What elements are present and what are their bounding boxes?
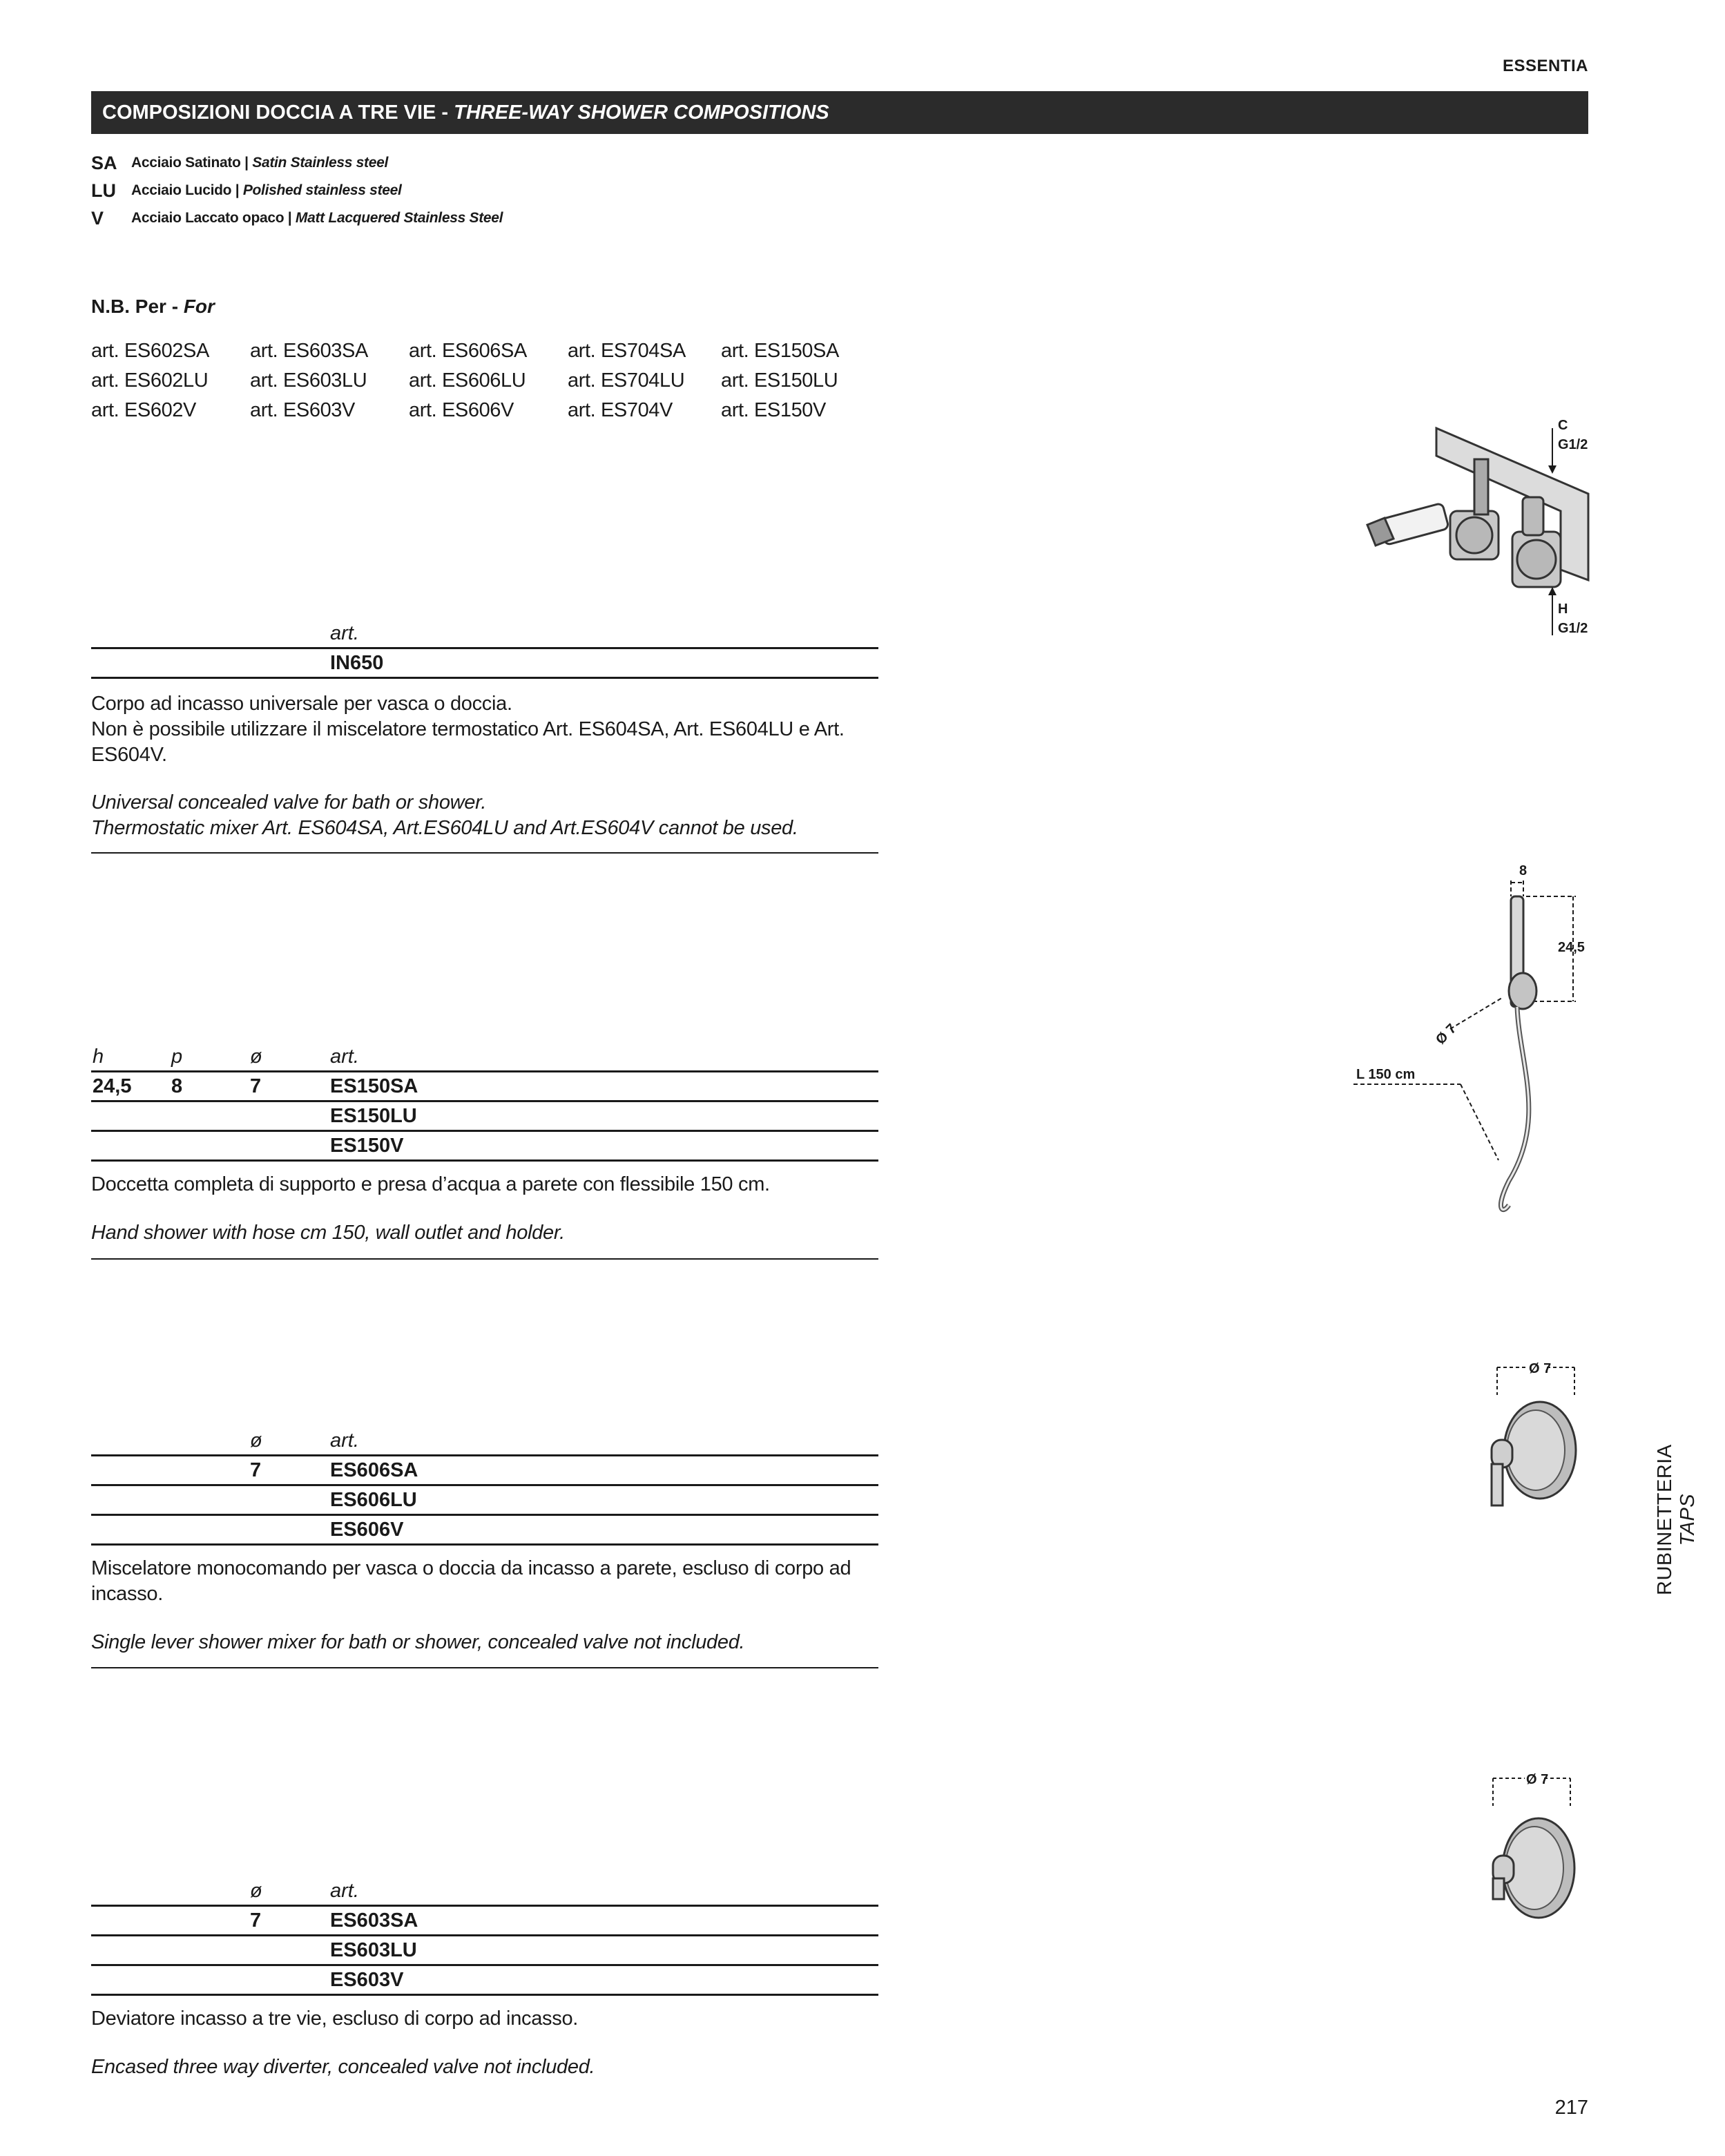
category-en: TAPS — [1677, 1493, 1699, 1546]
description-it: Miscelatore monocomando per vasca o doccia da incasso a parete, escluso di corpo ad incasso. — [91, 1557, 851, 1605]
article-ref: art. ES602LU — [91, 369, 209, 392]
finish-desc: Acciaio Satinato | Satin Stainless steel — [131, 155, 389, 171]
description-en: Encased three way diverter, concealed valve not included. — [91, 2056, 595, 2078]
hot-label: H — [1558, 601, 1568, 617]
diverter-drawing — [1464, 1764, 1602, 1930]
product-table-es603 — [91, 1877, 878, 1996]
table-row — [91, 649, 878, 679]
value-p: 8 — [171, 1075, 183, 1097]
cold-label: C — [1558, 418, 1568, 433]
article-ref: art. ES704SA — [568, 340, 686, 362]
hand-shower-drawing — [1353, 856, 1602, 1222]
mixer-drawing — [1464, 1354, 1602, 1540]
section-title-en: THREE-WAY SHOWER COMPOSITIONS — [454, 102, 829, 124]
article-ref: art. ES606V — [409, 399, 514, 421]
header-art: art. — [330, 1430, 359, 1452]
header-p: p — [171, 1046, 183, 1068]
article-code: ES603LU — [330, 1939, 417, 1961]
table-header — [91, 619, 878, 649]
article-column — [409, 336, 527, 425]
table-row — [91, 1072, 878, 1102]
article-code: ES150SA — [330, 1075, 418, 1097]
article-code: ES606V — [330, 1519, 404, 1541]
value-diameter: 7 — [250, 1909, 262, 1932]
article-ref: art. ES606SA — [409, 340, 527, 362]
product-description — [91, 1172, 878, 1246]
article-code: ES606SA — [330, 1459, 418, 1481]
article-ref: art. ES606LU — [409, 369, 526, 392]
product-description — [91, 691, 878, 841]
article-column — [568, 336, 686, 425]
divider — [91, 1667, 878, 1668]
table-row — [91, 1132, 878, 1162]
product-table-in650 — [91, 619, 878, 679]
note-label: N.B. Per - For — [91, 296, 215, 317]
side-category-label — [1654, 1444, 1699, 1595]
article-code: ES603SA — [330, 1909, 418, 1932]
concealed-valve-drawing — [1353, 407, 1616, 649]
article-column — [721, 336, 839, 425]
article-code: IN650 — [330, 652, 384, 674]
hose-length: L 150 cm — [1356, 1067, 1416, 1082]
category-it: RUBINETTERIA — [1654, 1444, 1676, 1595]
table-row — [91, 1516, 878, 1546]
section-title-bar — [91, 91, 1588, 134]
finish-desc: Acciaio Laccato opaco | Matt Lacquered Stainless Steel — [131, 210, 503, 226]
value-diameter: 7 — [250, 1075, 262, 1097]
finish-legend — [91, 149, 503, 232]
brand-label: ESSENTIA — [1502, 57, 1588, 75]
article-ref: art. ES704LU — [568, 369, 685, 392]
table-header — [91, 1427, 878, 1456]
header-diameter: ø — [250, 1430, 262, 1452]
description-it: Corpo ad incasso universale per vasca o doccia. Non è possibile utilizzare il miscelatore termostatico Art. ES604SA, Art. ES604LU e Art. ES604V. — [91, 693, 845, 766]
finish-row — [91, 149, 503, 177]
hot-thread: G1/2 — [1558, 621, 1588, 636]
header-diameter: ø — [250, 1046, 262, 1068]
finish-row — [91, 204, 503, 232]
finish-desc: Acciaio Lucido | Polished stainless steel — [131, 182, 402, 198]
article-ref: art. ES602SA — [91, 340, 209, 362]
page-number: 217 — [1554, 2097, 1588, 2119]
divider — [91, 1258, 878, 1260]
article-ref: art. ES603V — [250, 399, 355, 421]
article-code: ES606LU — [330, 1489, 417, 1511]
article-ref: art. ES150LU — [721, 369, 838, 392]
section-title-it: COMPOSIZIONI DOCCIA A TRE VIE - — [102, 102, 454, 124]
product-table-es150 — [91, 1043, 878, 1162]
value-diameter: 7 — [250, 1459, 262, 1481]
article-ref: art. ES603SA — [250, 340, 368, 362]
article-code: ES150V — [330, 1135, 404, 1157]
table-row — [91, 1966, 878, 1996]
description-it: Doccetta completa di supporto e presa d’acqua a parete con flessibile 150 cm. — [91, 1173, 770, 1195]
dim-height: 24,5 — [1558, 940, 1585, 955]
description-en: Hand shower with hose cm 150, wall outlet and holder. — [91, 1222, 565, 1244]
dim-diameter: Ø 7 — [1433, 1021, 1460, 1048]
product-table-es606 — [91, 1427, 878, 1546]
table-row — [91, 1486, 878, 1516]
table-header — [91, 1043, 878, 1072]
description-en: Single lever shower mixer for bath or shower, concealed valve not included. — [91, 1631, 745, 1653]
finish-code: SA — [91, 152, 117, 173]
article-ref: art. ES150SA — [721, 340, 839, 362]
product-description — [91, 1556, 878, 1655]
finish-code: V — [91, 207, 104, 229]
header-diameter: ø — [250, 1880, 262, 1902]
cold-thread: G1/2 — [1558, 437, 1588, 452]
header-art: art. — [330, 1046, 359, 1068]
product-description — [91, 2006, 878, 2080]
article-ref: art. ES602V — [91, 399, 196, 421]
description-it: Deviatore incasso a tre vie, escluso di corpo ad incasso. — [91, 2008, 579, 2030]
article-ref: art. ES603LU — [250, 369, 367, 392]
divider — [91, 852, 878, 854]
value-h: 24,5 — [93, 1075, 132, 1097]
finish-code: LU — [91, 180, 116, 201]
header-h: h — [93, 1046, 104, 1068]
article-ref: art. ES150V — [721, 399, 826, 421]
dim-depth: 8 — [1519, 863, 1528, 878]
finish-row — [91, 177, 503, 204]
table-row — [91, 1907, 878, 1936]
dim-diameter: Ø 7 — [1529, 1361, 1552, 1376]
description-en: Universal concealed valve for bath or shower. Thermostatic mixer Art. ES604SA, Art.ES604LU and Art.ES604V cannot be used. — [91, 791, 798, 839]
dim-diameter: Ø 7 — [1526, 1772, 1549, 1787]
article-code: ES150LU — [330, 1105, 417, 1127]
article-code: ES603V — [330, 1969, 404, 1991]
table-header — [91, 1877, 878, 1907]
table-row — [91, 1936, 878, 1966]
header-art: art. — [330, 622, 359, 644]
article-column — [250, 336, 368, 425]
table-row — [91, 1456, 878, 1486]
article-ref: art. ES704V — [568, 399, 673, 421]
header-art: art. — [330, 1880, 359, 1902]
article-column — [91, 336, 209, 425]
table-row — [91, 1102, 878, 1132]
